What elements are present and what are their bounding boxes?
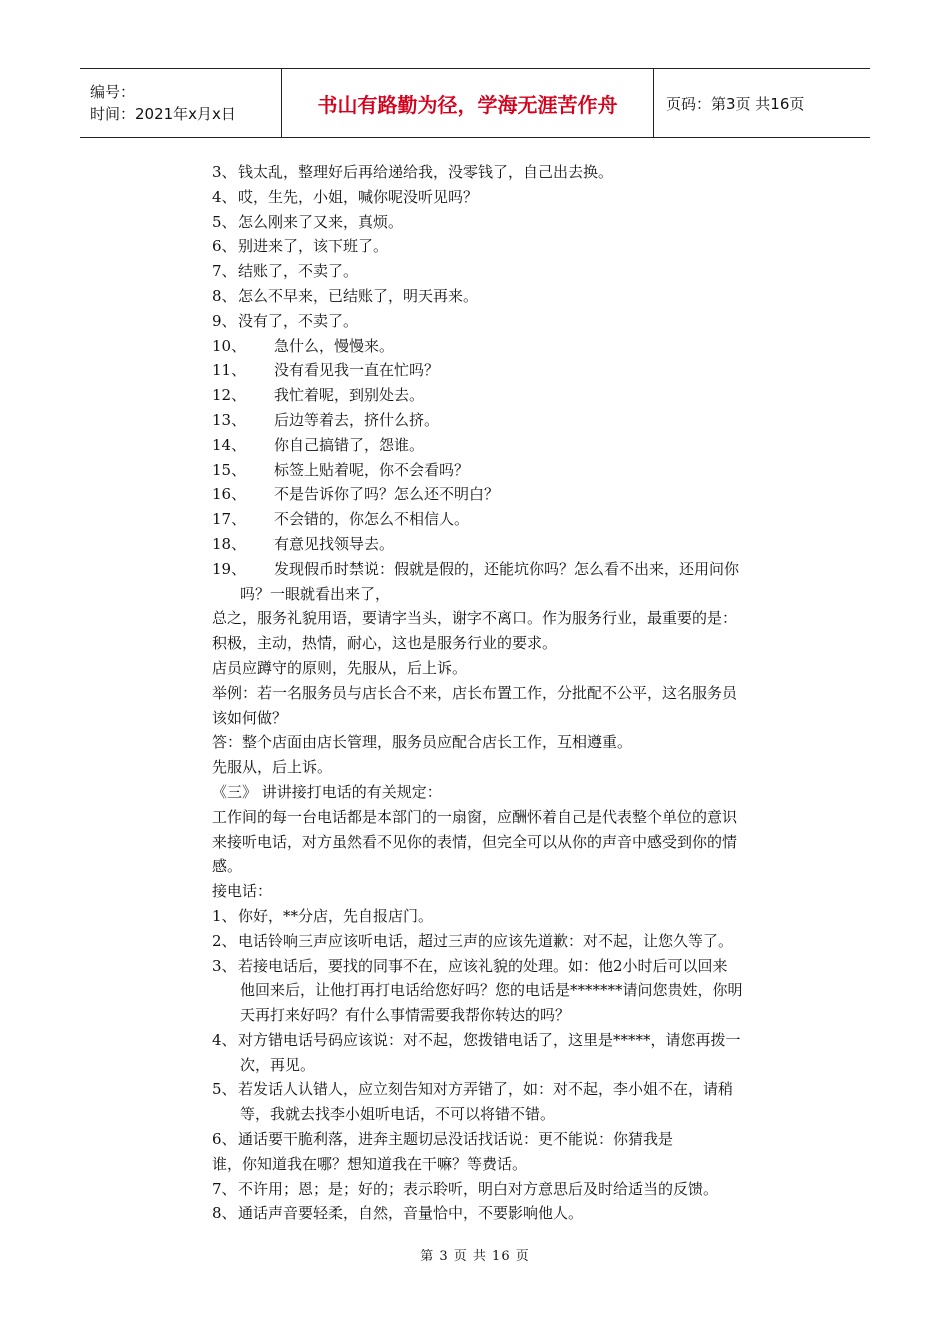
- line-text: 次，再见。: [240, 1055, 316, 1074]
- text-line: [212, 1152, 808, 1177]
- header-motto-cell: [282, 69, 654, 137]
- text-line: [212, 408, 808, 433]
- text-line: [212, 805, 808, 830]
- line-text: 天再打来好吗？有什么事情需要我帮你转达的吗？: [240, 1006, 571, 1025]
- line-text: 后边等着去，挤什么挤。: [274, 410, 440, 429]
- line-text: 没有看见我一直在忙吗？: [274, 361, 440, 380]
- line-text: 怎么不早来，已结账了，明天再来。: [238, 286, 479, 305]
- text-line: [212, 433, 808, 458]
- line-text: 若发话人认错人，应立刻告知对方弄错了，如：对不起，李小姐不在，请稍: [238, 1080, 734, 1099]
- text-line: [212, 954, 808, 979]
- line-text: 结账了，不卖了。: [238, 262, 359, 281]
- list-number: 19、: [212, 559, 247, 578]
- text-line: [212, 507, 808, 532]
- line-text: 对方错电话号码应该说：对不起，您拨错电话了，这里是*****，请您再拨一: [238, 1030, 741, 1049]
- line-text: 钱太乱，整理好后再给递给我，没零钱了，自己出去换。: [238, 163, 614, 181]
- list-number: 2、: [212, 931, 237, 950]
- list-number: 8、: [212, 286, 237, 305]
- line-text: 店员应蹲守的原则，先服从，后上诉。: [212, 658, 468, 677]
- text-line: [212, 904, 808, 929]
- text-line: [212, 582, 808, 607]
- text-line: [212, 210, 808, 235]
- text-line: [212, 532, 808, 557]
- text-line: [212, 830, 808, 855]
- text-line: [212, 1028, 808, 1053]
- line-text: 别进来了，该下班了。: [238, 237, 389, 256]
- line-text: 感。: [212, 857, 243, 876]
- line-text: 《三》 讲讲接打电话的有关规定：: [212, 782, 442, 801]
- text-line: [212, 606, 808, 631]
- document-number-label: 编号：: [90, 83, 136, 101]
- line-text: 没有了，不卖了。: [238, 311, 359, 330]
- text-line: [212, 929, 808, 954]
- list-number: 5、: [212, 212, 237, 231]
- text-line: [212, 259, 808, 284]
- header-motto: 书山有路勤为径，学海无涯苦作舟: [317, 92, 618, 117]
- list-number: 7、: [212, 1179, 237, 1198]
- text-line: [212, 755, 808, 780]
- text-line: [212, 1201, 808, 1226]
- list-number: 10、: [212, 336, 247, 355]
- line-text: 你好，**分店，先自报店门。: [238, 906, 434, 925]
- text-line: [212, 730, 808, 755]
- line-text: 急什么，慢慢来。: [274, 336, 395, 355]
- list-number: 17、: [212, 510, 247, 529]
- header-page-info: 页码：第3页 共16页: [666, 94, 805, 113]
- list-number: 8、: [212, 1204, 237, 1223]
- line-text: 举例：若一名服务员与店长合不来，店长布置工作，分批配不公平，这名服务员: [212, 683, 738, 702]
- text-line: [212, 185, 808, 210]
- line-text: 不许用；恩；是；好的；表示聆听，明白对方意思后及时给适当的反馈。: [238, 1179, 719, 1198]
- document-body: [212, 160, 808, 1226]
- line-text: 答：整个店面由店长管理，服务员应配合店长工作，互相遵重。: [212, 733, 633, 752]
- text-line: [212, 358, 808, 383]
- text-line: [212, 656, 808, 681]
- list-number: 13、: [212, 410, 247, 429]
- line-text: 谁，你知道我在哪？想知道我在干嘛？等费话。: [212, 1154, 528, 1173]
- line-text: 标签上贴着呢，你不会看吗？: [274, 460, 470, 479]
- text-line: [212, 879, 808, 904]
- line-text: 该如何做？: [212, 708, 288, 727]
- header-meta: [80, 69, 282, 137]
- text-line: [212, 383, 808, 408]
- list-number: 14、: [212, 435, 247, 454]
- list-number: 16、: [212, 485, 247, 504]
- line-text: 他回来后，让他打再打电话给您好吗？您的电话是*******请问您贵姓，你明: [240, 981, 743, 1000]
- text-line: [212, 631, 808, 656]
- list-number: 6、: [212, 237, 237, 256]
- text-line: [212, 458, 808, 483]
- text-line: [212, 1003, 808, 1028]
- line-text: 通话要干脆利落，进奔主题切忌没话找话说：更不能说：你猜我是: [238, 1130, 674, 1149]
- line-text: 哎，生先，小姐，喊你呢没听见吗？: [238, 187, 479, 206]
- line-text: 我忙着呢，到别处去。: [274, 386, 425, 405]
- line-text: 总之，服务礼貌用语，要请字当头，谢字不离口。作为服务行业，最重要的是：: [212, 609, 738, 628]
- line-text: 怎么刚来了又来，真烦。: [238, 212, 404, 231]
- line-text: 发现假币时禁说：假就是假的，还能坑你吗？怎么看不出来，还用问你: [274, 559, 740, 578]
- text-line: [212, 1077, 808, 1102]
- line-text: 有意见找领导去。: [274, 534, 395, 553]
- list-number: 7、: [212, 262, 237, 281]
- line-text: 先服从，后上诉。: [212, 758, 333, 777]
- line-text: 来接听电话，对方虽然看不见你的表情，但完全可以从你的声音中感受到你的情: [212, 832, 738, 851]
- text-line: [212, 706, 808, 731]
- list-number: 1、: [212, 906, 237, 925]
- line-text: 积极，主动，热情，耐心，这也是服务行业的要求。: [212, 634, 558, 653]
- list-number: 4、: [212, 187, 237, 206]
- line-text: 工作间的每一台电话都是本部门的一扇窗，应酬怀着自己是代表整个单位的意识: [212, 807, 738, 826]
- page-footer: 第 3 页 共 16 页: [420, 1249, 530, 1264]
- document-time-label: 时间：2021年x月x日: [90, 105, 236, 123]
- text-line: [212, 1127, 808, 1152]
- page-header: [80, 68, 870, 138]
- list-number: 18、: [212, 534, 247, 553]
- text-line: [212, 309, 808, 334]
- list-number: 11、: [212, 361, 247, 380]
- text-line: [212, 978, 808, 1003]
- text-line: [212, 854, 808, 879]
- line-text: 吗？一眼就看出来了，: [240, 584, 391, 603]
- text-line: [212, 334, 808, 359]
- line-text: 接电话：: [212, 882, 273, 901]
- list-number: 12、: [212, 386, 247, 405]
- list-number: 9、: [212, 311, 237, 330]
- text-line: [212, 482, 808, 507]
- text-line: [212, 160, 808, 185]
- text-line: [212, 1102, 808, 1127]
- line-text: 若接电话后，要找的同事不在，应该礼貌的处理。如：他2小时后可以回来: [238, 956, 728, 975]
- list-number: 3、: [212, 163, 237, 181]
- text-line: [212, 557, 808, 582]
- line-text: 你自己搞错了，怨谁。: [274, 435, 425, 454]
- text-line: [212, 284, 808, 309]
- list-number: 3、: [212, 956, 237, 975]
- text-line: [212, 1053, 808, 1078]
- line-text: 等，我就去找李小姐听电话，不可以将错不错。: [240, 1105, 556, 1124]
- list-number: 4、: [212, 1030, 237, 1049]
- text-line: [212, 780, 808, 805]
- text-line: [212, 1177, 808, 1202]
- text-line: [212, 681, 808, 706]
- list-number: 15、: [212, 460, 247, 479]
- list-number: 5、: [212, 1080, 237, 1099]
- line-text: 通话声音要轻柔，自然，音量恰中，不要影响他人。: [238, 1204, 584, 1223]
- text-line: [212, 234, 808, 259]
- line-text: 不是告诉你了吗？怎么还不明白？: [274, 485, 500, 504]
- list-number: 6、: [212, 1130, 237, 1149]
- line-text: 不会错的，你怎么不相信人。: [274, 510, 470, 529]
- line-text: 电话铃响三声应该听电话，超过三声的应该先道歉：对不起，让您久等了。: [238, 931, 734, 950]
